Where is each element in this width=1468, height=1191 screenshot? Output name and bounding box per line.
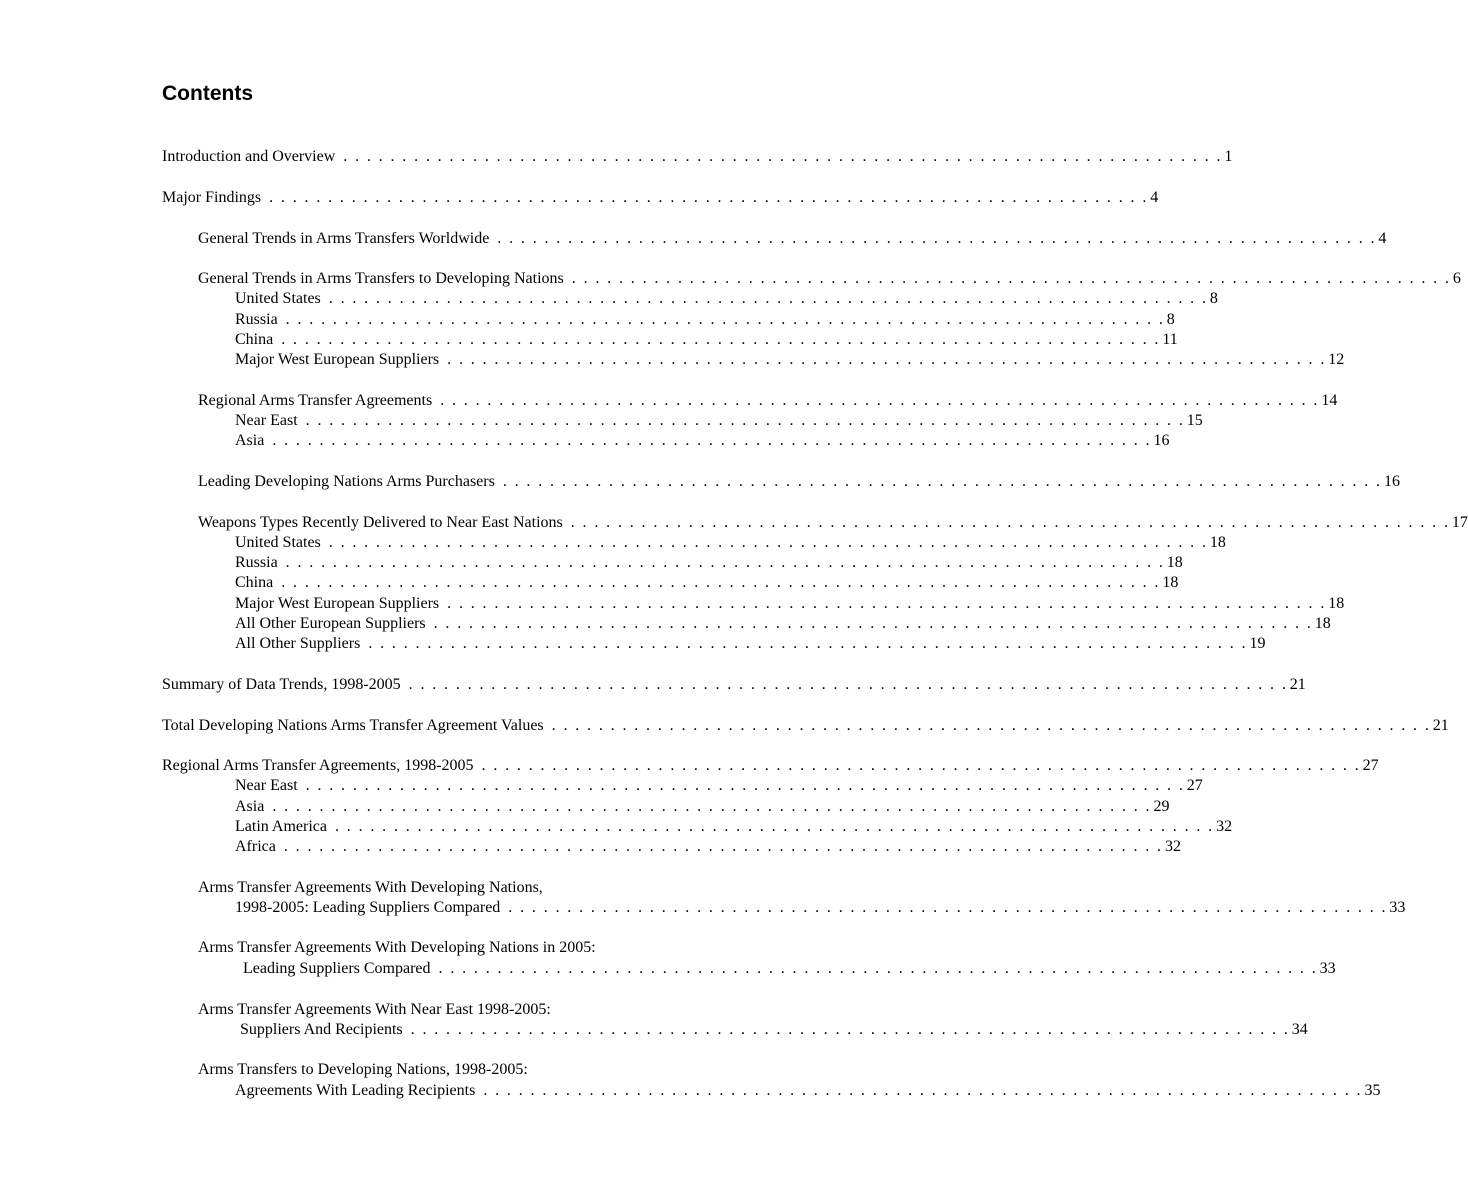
dot-leader: . . . . . . . . . . . . . . . . . . . . . . . . . . . . . . . . . . . . . . . . . . . . . . . . . . . . . . . . . . . . . . . . . . . . . . . . . . . [551,717,1431,734]
toc-entry[interactable] [243,959,1336,979]
toc-heading: Arms Transfer Agreements With Developing Nations in 2005: [198,939,596,956]
toc-page-number: 8 [1209,290,1218,307]
dot-leader: . . . . . . . . . . . . . . . . . . . . . . . . . . . . . . . . . . . . . . . . . . . . . . . . . . . . . . . . . . . . . . . . . . . . . . . . . . . [368,635,1248,652]
toc-heading: Arms Transfer Agreements With Developing Nations, [198,879,543,896]
toc-entry[interactable] [235,1081,1381,1101]
toc-page-number: 34 [1291,1021,1308,1038]
toc-entry-label: Near East [235,777,298,794]
toc-page-number: 14 [1321,392,1338,409]
toc-page-number: 4 [1150,189,1159,206]
dot-leader: . . . . . . . . . . . . . . . . . . . . . . . . . . . . . . . . . . . . . . . . . . . . . . . . . . . . . . . . . . . . . . . . . . . . . . . . . . . [571,270,1451,287]
toc-entry[interactable] [162,716,1449,736]
dot-leader: . . . . . . . . . . . . . . . . . . . . . . . . . . . . . . . . . . . . . . . . . . . . . . . . . . . . . . . . . . . . . . . . . . . . . . . . . . . [285,554,1165,571]
toc-entry-label: 1998-2005: Leading Suppliers Compared [235,899,501,916]
toc-entry-label: China [235,331,274,348]
dot-leader: . . . . . . . . . . . . . . . . . . . . . . . . . . . . . . . . . . . . . . . . . . . . . . . . . . . . . . . . . . . . . . . . . . . . . . . . . . . [502,473,1382,490]
toc-entry-label: Latin America [235,818,327,835]
dot-leader: . . . . . . . . . . . . . . . . . . . . . . . . . . . . . . . . . . . . . . . . . . . . . . . . . . . . . . . . . . . . . . . . . . . . . . . . . . . [508,899,1388,916]
toc-entry-label: Near East [235,412,298,429]
dot-leader: . . . . . . . . . . . . . . . . . . . . . . . . . . . . . . . . . . . . . . . . . . . . . . . . . . . . . . . . . . . . . . . . . . . . . . . . . . . [281,574,1161,591]
dot-leader: . . . . . . . . . . . . . . . . . . . . . . . . . . . . . . . . . . . . . . . . . . . . . . . . . . . . . . . . . . . . . . . . . . . . . . . . . . . [440,392,1320,409]
toc-page-number: 18 [1162,574,1179,591]
toc-entry[interactable] [162,147,1233,167]
dot-leader: . . . . . . . . . . . . . . . . . . . . . . . . . . . . . . . . . . . . . . . . . . . . . . . . . . . . . . . . . . . . . . . . . . . . . . . . . . . [497,230,1377,247]
toc-entry[interactable] [198,229,1387,249]
toc-entry[interactable] [198,269,1461,289]
toc-entry[interactable] [235,350,1345,370]
toc-entry-label: General Trends in Arms Transfers Worldwide [198,230,490,247]
toc-page-number: 6 [1452,270,1461,287]
toc-entry[interactable] [235,776,1203,796]
toc-entry[interactable] [235,533,1226,553]
toc-entry-label: Summary of Data Trends, 1998-2005 [162,676,401,693]
toc-entry[interactable] [198,391,1338,411]
toc-page-number: 32 [1216,818,1233,835]
toc-entry-label: Total Developing Nations Arms Transfer Agreement Values [162,717,544,734]
dot-leader: . . . . . . . . . . . . . . . . . . . . . . . . . . . . . . . . . . . . . . . . . . . . . . . . . . . . . . . . . . . . . . . . . . . . . . . . . . . [328,534,1208,551]
dot-leader: . . . . . . . . . . . . . . . . . . . . . . . . . . . . . . . . . . . . . . . . . . . . . . . . . . . . . . . . . . . . . . . . . . . . . . . . . . . [334,818,1215,835]
toc-entry-label: Introduction and Overview [162,148,336,165]
dot-leader: . . . . . . . . . . . . . . . . . . . . . . . . . . . . . . . . . . . . . . . . . . . . . . . . . . . . . . . . . . . . . . . . . . . . . . . . . . . [269,189,1149,206]
toc-page-number: 11 [1162,331,1178,348]
toc-page-number: 18 [1314,615,1331,632]
toc-entry[interactable] [235,614,1331,634]
toc-page-number: 4 [1378,230,1387,247]
toc-entry[interactable] [235,634,1266,654]
toc-page-number: 18 [1328,595,1345,612]
toc-entry[interactable] [235,411,1203,431]
toc-entry[interactable] [235,431,1170,451]
toc-page-number: 33 [1319,960,1336,977]
toc-page-number: 16 [1383,473,1400,490]
dot-leader: . . . . . . . . . . . . . . . . . . . . . . . . . . . . . . . . . . . . . . . . . . . . . . . . . . . . . . . . . . . . . . . . . . . . . . . . . . . [483,1082,1363,1099]
dot-leader: . . . . . . . . . . . . . . . . . . . . . . . . . . . . . . . . . . . . . . . . . . . . . . . . . . . . . . . . . . . . . . . . . . . . . . . . . . . [328,290,1208,307]
toc-entry-label: Africa [235,838,276,855]
toc-entry[interactable] [235,594,1345,614]
toc-entry[interactable] [235,553,1183,573]
dot-leader: . . . . . . . . . . . . . . . . . . . . . . . . . . . . . . . . . . . . . . . . . . . . . . . . . . . . . . . . . . . . . . . . . . . . . . . . . . . [343,148,1223,165]
toc-entry[interactable] [235,573,1179,593]
toc-page-number: 17 [1451,514,1468,531]
toc-entry[interactable] [235,330,1178,350]
page-title: Contents [162,82,253,105]
toc-entry-label: Russia [235,554,278,571]
toc-entry-label: China [235,574,274,591]
toc-entry-label: Russia [235,311,278,328]
toc-page-number: 27 [1186,777,1203,794]
toc-entry[interactable] [162,675,1306,695]
dot-leader: . . . . . . . . . . . . . . . . . . . . . . . . . . . . . . . . . . . . . . . . . . . . . . . . . . . . . . . . . . . . . . . . . . . . . . . . . . . [481,757,1361,774]
toc-page-number: 33 [1389,899,1406,916]
toc-entry[interactable] [235,797,1170,817]
toc-entry[interactable] [198,513,1468,533]
toc-entry[interactable] [235,310,1175,330]
toc-entry-label: Asia [235,798,265,815]
toc-entry-label: Major West European Suppliers [235,351,440,368]
toc-page-number: 19 [1249,635,1266,652]
toc-entry-label: General Trends in Arms Transfers to Developing Nations [198,270,564,287]
dot-leader: . . . . . . . . . . . . . . . . . . . . . . . . . . . . . . . . . . . . . . . . . . . . . . . . . . . . . . . . . . . . . . . . . . . . . . . . . . . [305,777,1185,794]
toc-page-number: 12 [1328,351,1345,368]
dot-leader: . . . . . . . . . . . . . . . . . . . . . . . . . . . . . . . . . . . . . . . . . . . . . . . . . . . . . . . . . . . . . . . . . . . . . . . . . . . [570,514,1450,531]
toc-page-number: 16 [1153,432,1170,449]
toc-page-number: 1 [1224,148,1233,165]
toc-page-number: 27 [1362,757,1379,774]
toc-entry-label: Major West European Suppliers [235,595,440,612]
toc-entry-label: United States [235,534,321,551]
toc-entry-label: All Other Suppliers [235,635,361,652]
toc-entry[interactable] [198,472,1400,492]
toc-page-number: 18 [1166,554,1183,571]
toc-page-number: 29 [1153,798,1170,815]
toc-entry-label: Agreements With Leading Recipients [235,1082,476,1099]
dot-leader: . . . . . . . . . . . . . . . . . . . . . . . . . . . . . . . . . . . . . . . . . . . . . . . . . . . . . . . . . . . . . . . . . . . . . . . . . . . [433,615,1313,632]
dot-leader: . . . . . . . . . . . . . . . . . . . . . . . . . . . . . . . . . . . . . . . . . . . . . . . . . . . . . . . . . . . . . . . . . . . . . . . . . . . [410,1021,1290,1038]
toc-entry-label: Asia [235,432,265,449]
toc-page-number: 21 [1432,717,1449,734]
toc-entry[interactable] [162,756,1379,776]
dot-leader: . . . . . . . . . . . . . . . . . . . . . . . . . . . . . . . . . . . . . . . . . . . . . . . . . . . . . . . . . . . . . . . . . . . . . . . . . . . [438,960,1318,977]
dot-leader: . . . . . . . . . . . . . . . . . . . . . . . . . . . . . . . . . . . . . . . . . . . . . . . . . . . . . . . . . . . . . . . . . . . . . . . . . . . [285,311,1165,328]
toc-entry[interactable] [240,1020,1308,1040]
toc-entry-label: All Other European Suppliers [235,615,426,632]
toc-entry-label: United States [235,290,321,307]
dot-leader: . . . . . . . . . . . . . . . . . . . . . . . . . . . . . . . . . . . . . . . . . . . . . . . . . . . . . . . . . . . . . . . . . . . . . . . . . . . [281,331,1161,348]
toc-entry-label: Suppliers And Recipients [240,1021,403,1038]
toc-page-number: 21 [1289,676,1306,693]
dot-leader: . . . . . . . . . . . . . . . . . . . . . . . . . . . . . . . . . . . . . . . . . . . . . . . . . . . . . . . . . . . . . . . . . . . . . . . . . . . [447,595,1327,612]
toc-page-number: 18 [1209,534,1226,551]
toc-entry-label: Regional Arms Transfer Agreements, 1998-2005 [162,757,474,774]
dot-leader: . . . . . . . . . . . . . . . . . . . . . . . . . . . . . . . . . . . . . . . . . . . . . . . . . . . . . . . . . . . . . . . . . . . . . . . . . . . [283,838,1163,855]
dot-leader: . . . . . . . . . . . . . . . . . . . . . . . . . . . . . . . . . . . . . . . . . . . . . . . . . . . . . . . . . . . . . . . . . . . . . . . . . . . [408,676,1288,693]
dot-leader: . . . . . . . . . . . . . . . . . . . . . . . . . . . . . . . . . . . . . . . . . . . . . . . . . . . . . . . . . . . . . . . . . . . . . . . . . . . [272,432,1152,449]
toc-entry[interactable] [235,817,1233,837]
dot-leader: . . . . . . . . . . . . . . . . . . . . . . . . . . . . . . . . . . . . . . . . . . . . . . . . . . . . . . . . . . . . . . . . . . . . . . . . . . . [305,412,1185,429]
dot-leader: . . . . . . . . . . . . . . . . . . . . . . . . . . . . . . . . . . . . . . . . . . . . . . . . . . . . . . . . . . . . . . . . . . . . . . . . . . . [272,798,1152,815]
toc-entry-label: Major Findings [162,189,262,206]
toc-heading: Arms Transfers to Developing Nations, 1998-2005: [198,1061,528,1078]
toc-page-number: 15 [1186,412,1203,429]
toc-entry[interactable] [235,837,1181,857]
toc-page-number: 32 [1164,838,1181,855]
dot-leader: . . . . . . . . . . . . . . . . . . . . . . . . . . . . . . . . . . . . . . . . . . . . . . . . . . . . . . . . . . . . . . . . . . . . . . . . . . . [447,351,1327,368]
toc-entry-label: Regional Arms Transfer Agreements [198,392,433,409]
toc-entry[interactable] [162,188,1159,208]
toc-entry[interactable] [235,898,1406,918]
toc-heading: Arms Transfer Agreements With Near East 1998-2005: [198,1001,551,1018]
toc-page-number: 35 [1364,1082,1381,1099]
toc-entry[interactable] [235,289,1218,309]
toc-entry-label: Weapons Types Recently Delivered to Near East Nations [198,514,563,531]
toc-page-number: 8 [1166,311,1175,328]
toc-entry-label: Leading Developing Nations Arms Purchasers [198,473,495,490]
toc-entry-label: Leading Suppliers Compared [243,960,431,977]
